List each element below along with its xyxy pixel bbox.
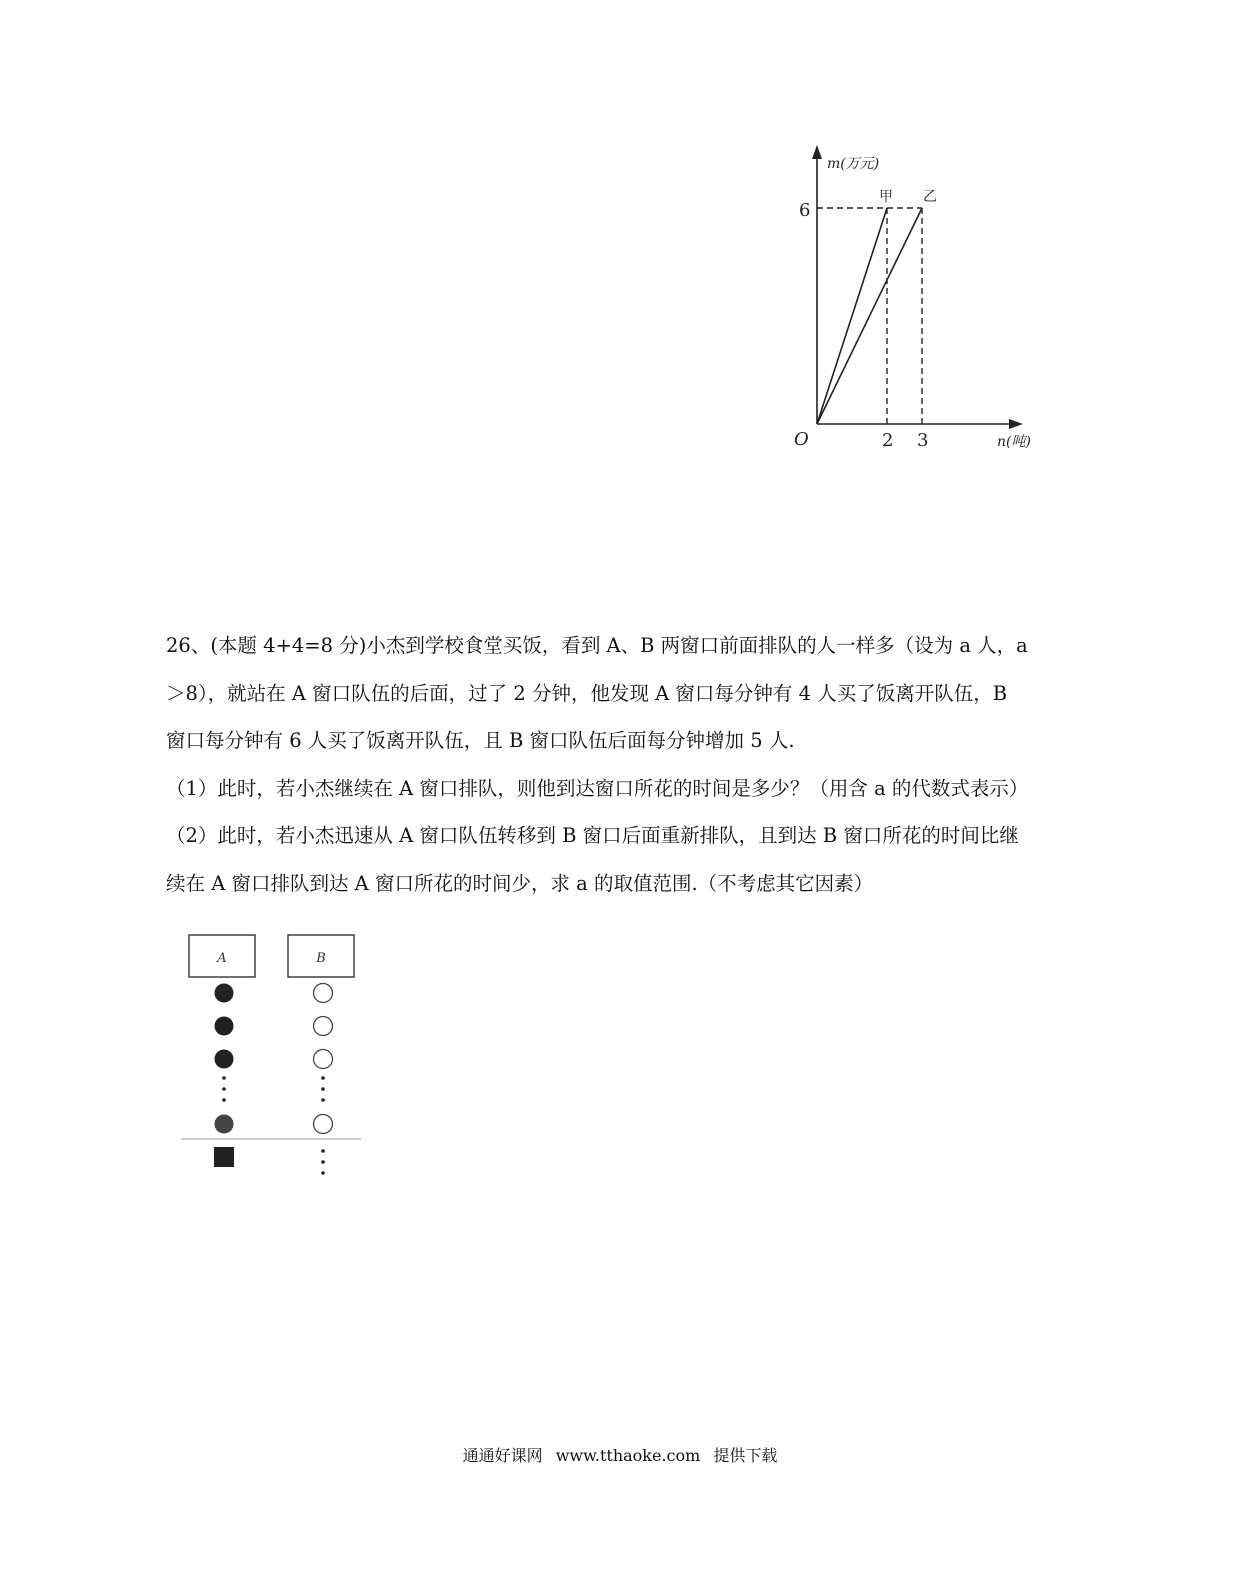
queue-b-tail-dot <box>321 1171 325 1175</box>
queue-a-person <box>215 1017 234 1036</box>
queue-a-person <box>215 1050 234 1069</box>
queue-a-person <box>215 1115 234 1134</box>
queue-figure <box>165 925 395 1195</box>
problem-text <box>166 622 1076 907</box>
queue-b-person <box>314 1115 333 1134</box>
function-graph <box>775 135 1065 465</box>
x-tick-3: 3 <box>917 430 929 451</box>
queue-b-ellipsis-dot <box>321 1087 325 1091</box>
question-2-line-1: （2）此时，若小杰迅速从 A 窗口队伍转移到 B 窗口后面重新排队，且到达 B 窗口所花的时间比继 <box>166 824 1019 847</box>
series-label-yi: 乙 <box>923 189 937 205</box>
graph-svg <box>775 135 1065 465</box>
x-tick-2: 2 <box>882 430 894 451</box>
xiaojie-square <box>214 1147 234 1167</box>
window-b-label: B <box>316 951 326 966</box>
queue-svg <box>165 925 395 1195</box>
question-2-line-2: 续在 A 窗口排队到达 A 窗口所花的时间少，求 a 的取值范围.（不考虑其它因素） <box>166 871 874 895</box>
queue-b-person <box>314 1017 333 1036</box>
queue-a-person <box>215 984 234 1003</box>
series-label-jia: 甲 <box>879 189 893 205</box>
x-axis-label: n(吨) <box>997 434 1031 450</box>
y-axis-arrow <box>812 145 822 159</box>
queue-b-person <box>314 984 333 1003</box>
problem-line-1: 26、(本题 4+4=8 分)小杰到学校食堂买饭，看到 A、B 两窗口前面排队的人一样多（设为 a 人，a <box>166 634 1028 657</box>
y-axis-label: m(万元) <box>827 156 880 172</box>
series-yi-line <box>817 208 922 424</box>
queue-b-tail-dot <box>321 1160 325 1164</box>
footer-suffix: 提供下载 <box>713 1446 778 1465</box>
footer-url: www.tthaoke.com <box>555 1446 701 1465</box>
queue-a-ellipsis-dot <box>222 1098 226 1102</box>
problem-line-3: 窗口每分钟有 6 人买了饭离开队伍，且 B 窗口队伍后面每分钟增加 5 人. <box>166 729 795 752</box>
queue-a-ellipsis-dot <box>222 1076 226 1080</box>
queue-b-tail-dot <box>321 1149 325 1153</box>
queue-a-ellipsis-dot <box>222 1087 226 1091</box>
problem-line-2: ＞8），就站在 A 窗口队伍的后面，过了 2 分钟，他发现 A 窗口每分钟有 4 人买了饭离开队伍，B <box>166 681 1008 705</box>
x-axis-arrow <box>1009 419 1023 429</box>
window-a-label: A <box>217 951 227 966</box>
series-jia-line <box>817 208 887 424</box>
question-1: （1）此时，若小杰继续在 A 窗口排队，则他到达窗口所花的时间是多少？（用含 a 的代数式表示） <box>166 776 1029 800</box>
origin-label: O <box>794 429 809 450</box>
queue-b-ellipsis-dot <box>321 1098 325 1102</box>
footer-site-name: 通通好课网 <box>462 1446 543 1465</box>
y-tick-6: 6 <box>799 200 811 221</box>
page-footer <box>0 1443 1240 1466</box>
queue-b-person <box>314 1050 333 1069</box>
queue-b-ellipsis-dot <box>321 1076 325 1080</box>
